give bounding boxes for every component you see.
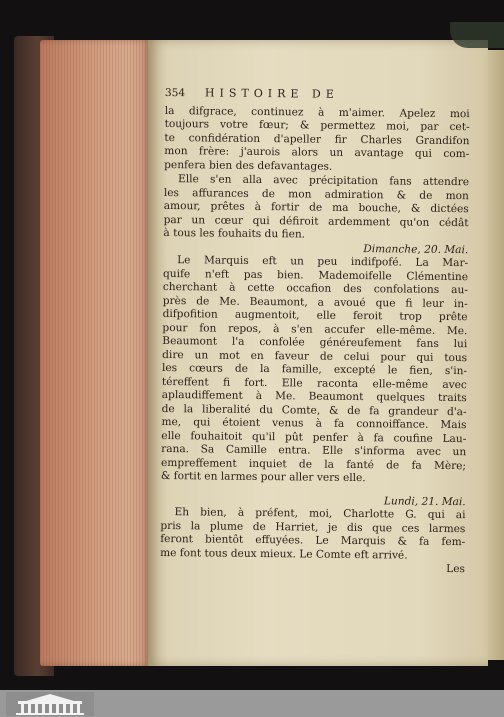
paragraph-3	[161, 254, 468, 487]
page-text	[160, 86, 470, 577]
library-building-logo-icon	[6, 692, 94, 716]
text-line: rana. Sa Camille entra. Elle s'informa avec un	[161, 442, 467, 459]
page-header	[165, 86, 470, 104]
text-line: quife n'eft pas bien. Mademoifelle Clémentine	[162, 267, 469, 283]
text-line: à tous les fouhaits du fien.	[163, 226, 306, 241]
text-line: les affurances de mon admiration & de mon	[163, 186, 469, 202]
text-line: toujours votre fœur; & permettez moi, par cet-	[164, 117, 470, 134]
page-number: 354	[164, 86, 186, 100]
text-line: elle fouhaitoit qu'il pût penfer à fa coufine Lau-	[161, 429, 467, 445]
text-line: de la liberalité du Comte, & de fa grandeur d'a-	[161, 402, 467, 418]
text-line: Le Marquis eft un peu indifpofé. La Mar-	[177, 254, 469, 270]
text-line: amour, prêtes à fortir de ma bouche, & dictées	[163, 199, 469, 216]
text-line: les cœurs de la famille, excepté le fien, s'in-	[161, 361, 468, 378]
text-line: près de Me. Beaumont, a avoué que fi leur in-	[162, 294, 468, 310]
catchword: Les	[446, 562, 466, 576]
text-line: penfera bien des defavantages.	[164, 158, 333, 173]
text-line: & fortit en larmes pour aller vers elle.	[160, 469, 366, 485]
text-line: par un cœur qui défiroit ardemment qu'on cédât	[163, 213, 469, 229]
text-line: la difgrace, continuez à m'aimer. Apelez moi	[164, 104, 470, 120]
text-line: feront bientôt effuyées. Le Marquis & fa fem-	[160, 532, 466, 549]
paragraph-2	[163, 173, 469, 244]
text-line: Beaumont l'a confolée généreufement fans lui	[162, 334, 468, 351]
opposite-page-edge	[488, 50, 504, 660]
text-line: te confidération d'apeller fir Charles Grandifon	[164, 131, 470, 147]
paragraph-1	[164, 104, 470, 175]
text-line: pris la plume de Harriet, je dis que ces larmes	[160, 519, 466, 535]
text-line: Eh bien, à préfent, moi, Charlotte G. qui ai	[174, 506, 466, 522]
text-line: me font tous deux mieux. Le Comte eft arrivé.	[160, 546, 408, 562]
text-line: téreffent fi fort. Elle raconta elle-même avec	[161, 375, 467, 391]
text-line: difpofition augmentoit, elle feroit trop prête	[162, 307, 468, 324]
page-edges	[40, 40, 150, 666]
text-line: aplaudiffement à Me. Beaumont quelques traits	[161, 388, 467, 405]
date-heading-2: Lundi, 21. Mai.	[383, 494, 466, 508]
background-corner	[450, 22, 504, 48]
text-line: empreffement inquiet de la fanté de fa Mère;	[160, 456, 467, 472]
text-line: Elle s'en alla avec précipitation fans attendre	[177, 173, 470, 189]
date-heading-1: Dimanche, 20. Mai.	[363, 242, 469, 256]
text-line: pour fon repos, à s'en accufer elle-même. Me.	[162, 321, 468, 337]
text-line: mon frère: j'aurois alors un avantage qui com-	[164, 144, 470, 161]
text-line: dire un mot en faveur de celui pour qui tous	[162, 348, 468, 364]
text-line: me, qui étoient venus à fa connoiffance. Mais	[161, 415, 467, 432]
running-head: HISTOIRE DE	[204, 86, 339, 101]
paragraph-4	[160, 506, 466, 563]
text-line: cherchant à cette occafion des confolations au-	[162, 280, 468, 297]
